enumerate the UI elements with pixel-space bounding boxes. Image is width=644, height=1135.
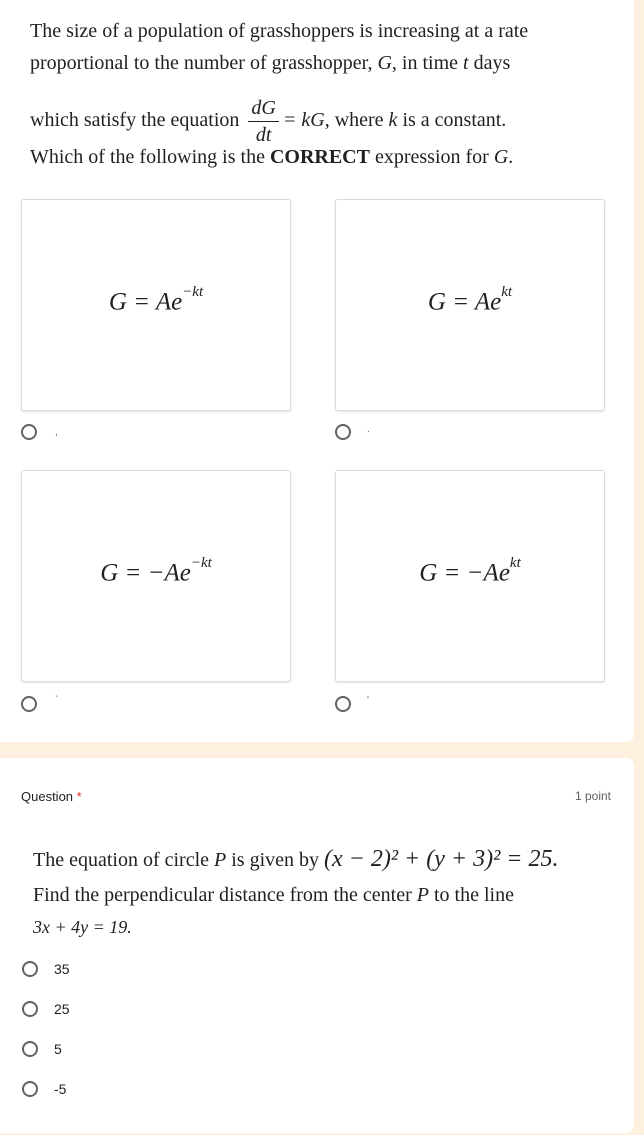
option-d-radio[interactable] <box>335 696 351 712</box>
choice-5-label[interactable]: 5 <box>54 1041 62 1057</box>
option-formula-b: $G = Ae^{kt}$ <box>427 284 513 316</box>
required-mark: * <box>76 789 82 804</box>
question2-line2: Find the perpendicular distance from the center P to the line <box>33 884 514 906</box>
option-a-label: , <box>55 427 58 438</box>
question2-line-equation: 3x + 4y = 19. <box>33 917 132 937</box>
question2-line1: The equation of circle P is given by (x − 2)² + (y + 3)² = 25. <box>33 846 559 872</box>
circle-equation: (x − 2)² + (y + 3)² = 25. <box>324 846 559 872</box>
option-b-radio[interactable] <box>335 424 351 440</box>
option-formula-d: $G = -Ae^{kt}$ <box>419 555 521 587</box>
option-image-b <box>335 199 605 411</box>
choice-minus5-radio[interactable] <box>22 1081 38 1097</box>
question1-line4: Which of the following is the CORRECT expression for G. <box>30 146 514 168</box>
question2-points: 1 point <box>574 789 611 803</box>
question1-line3: which satisfy the equation $\frac{dG}{dt}$ = kG, where k is a constant. <box>30 97 507 146</box>
question1-line2: proportional to the number of grasshopper, G, in time t days <box>30 52 511 74</box>
choice-35-label[interactable]: 35 <box>54 961 70 977</box>
choice-5-radio[interactable] <box>22 1041 38 1057</box>
option-c-label: ` <box>55 695 59 706</box>
option-formula-c: $G = -Ae^{-kt}$ <box>100 555 212 587</box>
choice-minus5-label[interactable]: -5 <box>54 1081 67 1097</box>
option-image-a <box>21 199 291 411</box>
question1-line1: The size of a population of grasshoppers is increasing at a rate <box>30 20 529 42</box>
choice-25-radio[interactable] <box>22 1001 38 1017</box>
option-image-d <box>335 470 605 682</box>
derivative-fraction: $\frac{dG}{dt}$ <box>248 98 278 145</box>
question2-title: Question * <box>21 789 82 804</box>
option-a-radio[interactable] <box>21 424 37 440</box>
choice-35-radio[interactable] <box>22 961 38 977</box>
option-image-c <box>21 470 291 682</box>
option-c-radio[interactable] <box>21 696 37 712</box>
option-b-label: . <box>367 424 370 435</box>
option-d-label: ' <box>367 695 369 706</box>
question-card-2 <box>0 758 634 1133</box>
option-formula-a: $G = Ae^{-kt}$ <box>108 284 204 316</box>
choice-25-label[interactable]: 25 <box>54 1001 70 1017</box>
